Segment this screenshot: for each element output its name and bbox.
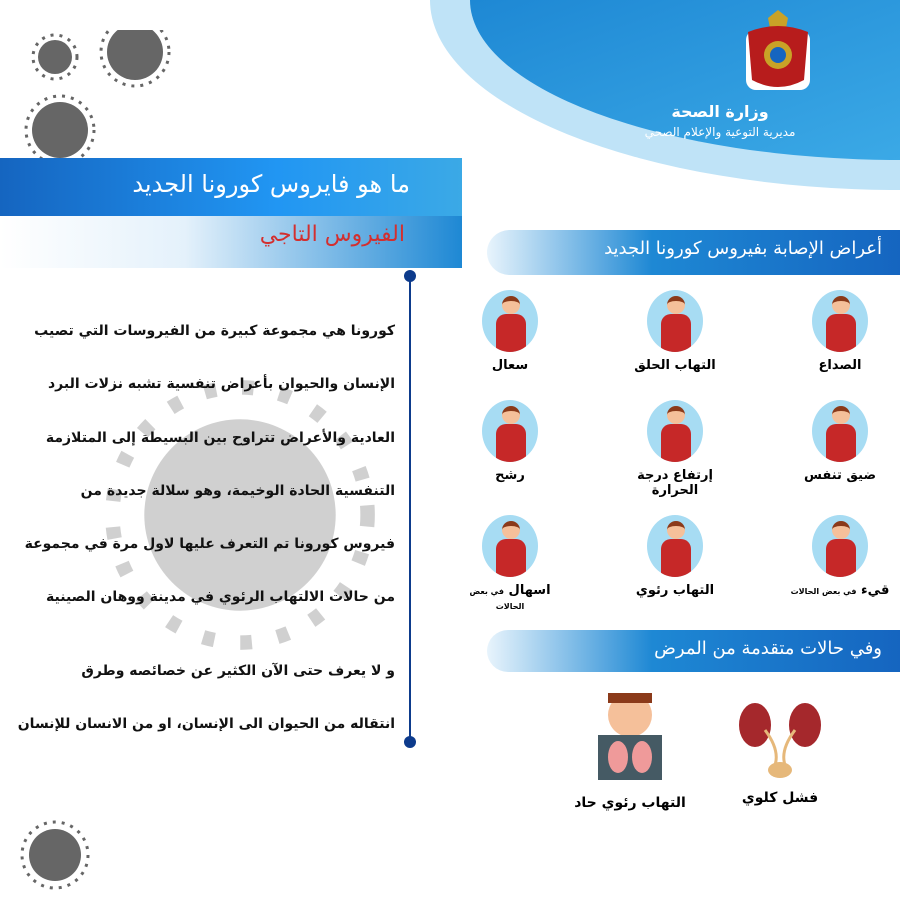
text-line: كورونا هي مجموعة كبيرة من الفيروسات التي تصيب	[34, 323, 395, 339]
text-line: الإنسان والحيوان بأعراض تنفسية تشبه نزلات البرد	[47, 376, 395, 393]
text-line: من حالات الالتهاب الرئوي في مدينة ووهان الصينية	[46, 589, 395, 606]
symptom-item	[785, 515, 895, 598]
person-illustration-icon	[647, 515, 703, 577]
symptom-name: اسهال	[508, 583, 551, 598]
symptom-label	[785, 358, 895, 373]
symptom-name: سعال	[491, 358, 529, 373]
symptom-item	[785, 400, 895, 483]
text-line: انتقاله من الحيوان الى الإنسان، او من الانسان للإنسان	[17, 716, 395, 733]
person-illustration-icon	[482, 290, 538, 352]
ministry-header	[600, 102, 840, 139]
symptom-item	[455, 290, 565, 373]
ministry-name: وزارة الصحة	[671, 102, 769, 121]
symptoms-banner: أعراض الإصابة بفيروس كورونا الجديد	[487, 230, 900, 275]
symptom-item	[455, 400, 565, 483]
person-illustration-icon	[812, 400, 868, 462]
symptom-label	[620, 583, 730, 598]
symptom-label	[455, 583, 565, 613]
symptom-name: التهاب رئوي	[635, 583, 715, 598]
virus-icons-top	[20, 30, 180, 160]
symptom-name: الصداع	[818, 358, 862, 373]
kidney-icon	[735, 700, 825, 780]
symptom-item	[620, 290, 730, 373]
divider-line	[409, 276, 411, 742]
advanced-label: فشل كلوي	[741, 790, 819, 806]
symptom-item	[785, 290, 895, 373]
symptom-note: في بعض الحالات	[469, 587, 525, 611]
person-illustration-icon	[647, 290, 703, 352]
person-illustration-icon	[812, 290, 868, 352]
advanced-kidney-failure	[705, 700, 855, 806]
text-line: العادية والأعراض تتراوح بين البسيطة إلى المتلازمة	[45, 429, 395, 446]
advanced-severe-pneumonia	[555, 690, 705, 811]
divider-dot-bottom	[404, 736, 416, 748]
symptom-label	[785, 468, 895, 483]
symptom-item	[620, 515, 730, 598]
symptom-label	[455, 358, 565, 373]
divider-dot-top	[404, 270, 416, 282]
symptom-note: في بعض الحالات	[790, 587, 857, 596]
symptom-label	[620, 358, 730, 373]
text-line: و لا يعرف حتى الآن الكثير عن خصائصه وطرق	[81, 662, 395, 679]
person-illustration-icon	[812, 515, 868, 577]
directorate-name: مديرية التوعية والإعلام الصحي	[644, 125, 796, 139]
symptom-label	[620, 468, 730, 498]
symptom-name: ضيق تنفس	[803, 468, 877, 483]
symptom-label	[455, 468, 565, 483]
person-illustration-icon	[482, 400, 538, 462]
advanced-banner: وفي حالات متقدمة من المرض	[487, 630, 900, 672]
symptom-name: قيء	[861, 583, 890, 598]
person-illustration-icon	[647, 400, 703, 462]
symptom-item	[455, 515, 565, 613]
symptom-item	[620, 400, 730, 498]
symptom-name: التهاب الحلق	[634, 358, 716, 373]
text-line: فيروس كورونا تم التعرف عليها لاول مرة في مجموعة	[24, 536, 395, 553]
symptom-name: رشح	[495, 468, 525, 483]
jordan-crest-logo	[738, 10, 818, 95]
description-text	[15, 305, 395, 751]
text-line: التنفسية الحادة الوخيمة، وهو سلالة جديدة من	[80, 482, 395, 499]
symptom-label	[785, 583, 895, 598]
virus-icon-bottom	[15, 815, 95, 895]
person-illustration-icon	[482, 515, 538, 577]
advanced-label: التهاب رئوي حاد	[574, 795, 686, 811]
lungs-xray-icon	[590, 690, 670, 785]
symptom-name: إرتفاع درجة الحرارة	[637, 468, 713, 498]
page-subtitle: الفيروس التاجي	[259, 222, 405, 247]
page-title: ما هو فايروس كورونا الجديد	[132, 170, 410, 198]
